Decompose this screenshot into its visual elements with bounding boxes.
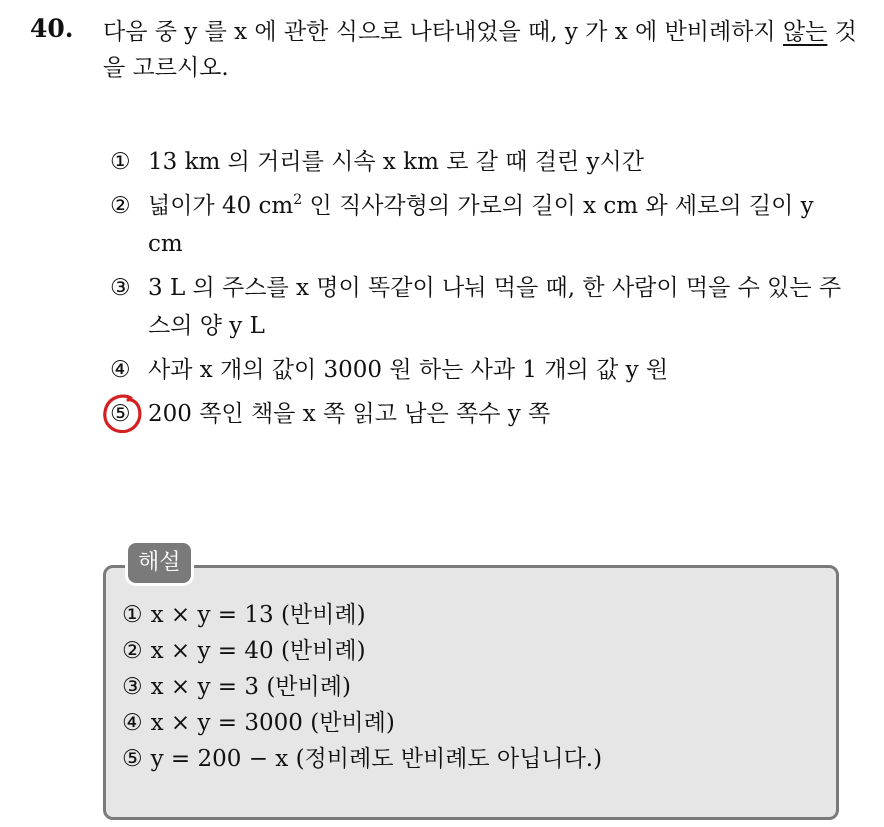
question-number: 40. [30,14,74,43]
solution-tab: 해설 [128,543,191,583]
question-emphasis: 않는 [782,19,828,45]
solution-line-number: ⑤ [122,746,143,772]
solution-lines [122,597,822,777]
answer-options [110,143,850,439]
solution-line-number: ④ [122,710,143,736]
option-1[interactable] [110,143,850,181]
solution-line-text: x × y = 3 (반비례) [150,674,351,700]
option-superscript: 2 [293,192,303,208]
question-text-main: 다음 중 y 를 x 에 관한 식으로 나타내었을 때, y 가 x 에 반비례하지 [103,19,776,45]
option-number: ② [110,193,131,219]
solution-line [122,741,822,777]
option-text [148,187,850,263]
solution-line-number: ② [122,638,143,664]
solution-line-number: ① [122,602,143,628]
solution-line [122,633,822,669]
option-text: 200 쪽인 책을 x 쪽 읽고 남은 쪽수 y 쪽 [148,401,551,427]
option-number: ③ [110,275,131,301]
solution-line [122,705,822,741]
solution-line-text: x × y = 13 (반비례) [150,602,366,628]
option-text: 13 km 의 거리를 시속 x km 로 갈 때 걸린 y시간 [148,149,644,175]
solution-line-text: y = 200 − x (정비례도 반비례도 아닙니다.) [150,746,603,772]
option-number: ⑤ [110,401,131,427]
option-number: ④ [110,357,131,383]
question-text [103,14,873,86]
option-2[interactable] [110,187,850,263]
solution-line [122,597,822,633]
option-text-post: 인 직사각형의 가로의 길이 x cm 와 세로의 길이 y cm [148,193,814,257]
solution-line [122,669,822,705]
option-text: 사과 x 개의 값이 3000 원 하는 사과 1 개의 값 y 원 [148,357,669,383]
option-text: 3 L 의 주스를 x 명이 똑같이 나눠 먹을 때, 한 사람이 먹을 수 있는 주스의 양 y L [148,275,842,339]
question-text-rest: 것을 고르시오. [103,19,857,81]
solution-line-number: ③ [122,674,143,700]
option-number: ① [110,149,131,175]
solution-line-text: x × y = 3000 (반비례) [150,710,395,736]
option-4[interactable] [110,351,850,389]
solution-line-text: x × y = 40 (반비례) [150,638,366,664]
option-text-pre: 넓이가 40 cm [148,193,294,219]
option-5[interactable] [110,395,850,433]
option-3[interactable] [110,269,850,345]
